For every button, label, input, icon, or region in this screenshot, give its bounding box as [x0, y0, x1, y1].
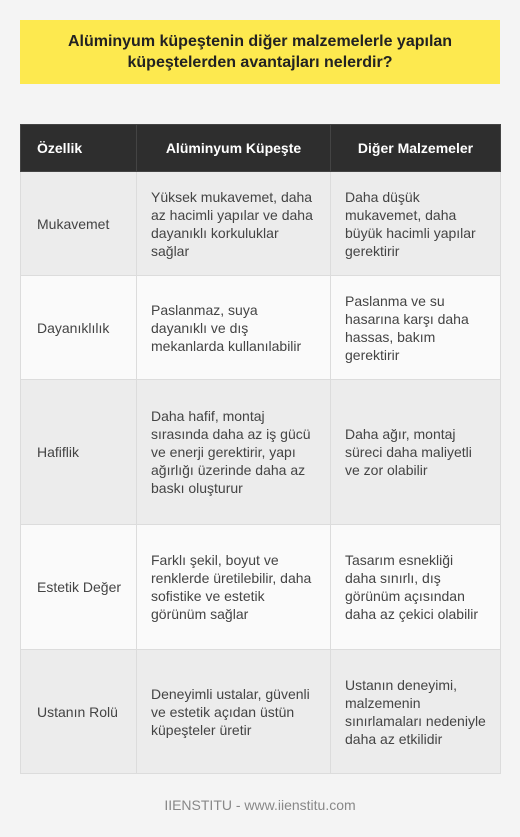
page-title: Alüminyum küpeştenin diğer malzemelerle yapılan küpeştelerden avantajları nelerdir?: [20, 20, 500, 84]
table-header-row: [21, 125, 501, 172]
row-other: Paslanma ve su hasarına karşı daha hassas, bakım gerektirir: [331, 276, 501, 380]
row-aluminum: Paslanmaz, suya dayanıklı ve dış mekanlarda kullanılabilir: [137, 276, 331, 380]
row-aluminum: Yüksek mukavemet, daha az hacimli yapılar ve daha dayanıklı korkuluklar sağlar: [137, 172, 331, 276]
row-feature: Mukavemet: [21, 172, 137, 276]
row-other: Daha düşük mukavemet, daha büyük hacimli yapılar gerektirir: [331, 172, 501, 276]
row-aluminum: Daha hafif, montaj sırasında daha az iş gücü ve enerji gerektirir, yapı ağırlığı üzerinde daha az baskı oluşturur: [137, 380, 331, 525]
table-row: [21, 172, 501, 276]
row-aluminum: Deneyimli ustalar, güvenli ve estetik açıdan üstün küpeşteler üretir: [137, 650, 331, 774]
row-feature: Dayanıklılık: [21, 276, 137, 380]
comparison-table: [20, 124, 501, 774]
header-aluminum: Alüminyum Küpeşte: [137, 125, 331, 172]
table-row: [21, 380, 501, 525]
table-row: [21, 276, 501, 380]
header-feature: Özellik: [21, 125, 137, 172]
footer-credit: IIENSTITU - www.iienstitu.com: [164, 797, 356, 813]
row-aluminum: Farklı şekil, boyut ve renklerde üretilebilir, daha sofistike ve estetik görünüm sağlar: [137, 525, 331, 650]
header-other: Diğer Malzemeler: [331, 125, 501, 172]
row-other: Daha ağır, montaj süreci daha maliyetli ve zor olabilir: [331, 380, 501, 525]
row-feature: Estetik Değer: [21, 525, 137, 650]
row-feature: Ustanın Rolü: [21, 650, 137, 774]
row-feature: Hafiflik: [21, 380, 137, 525]
table-row: [21, 650, 501, 774]
table-row: [21, 525, 501, 650]
row-other: Ustanın deneyimi, malzemenin sınırlamaları nedeniyle daha az etkilidir: [331, 650, 501, 774]
row-other: Tasarım esnekliği daha sınırlı, dış görünüm açısından daha az çekici olabilir: [331, 525, 501, 650]
